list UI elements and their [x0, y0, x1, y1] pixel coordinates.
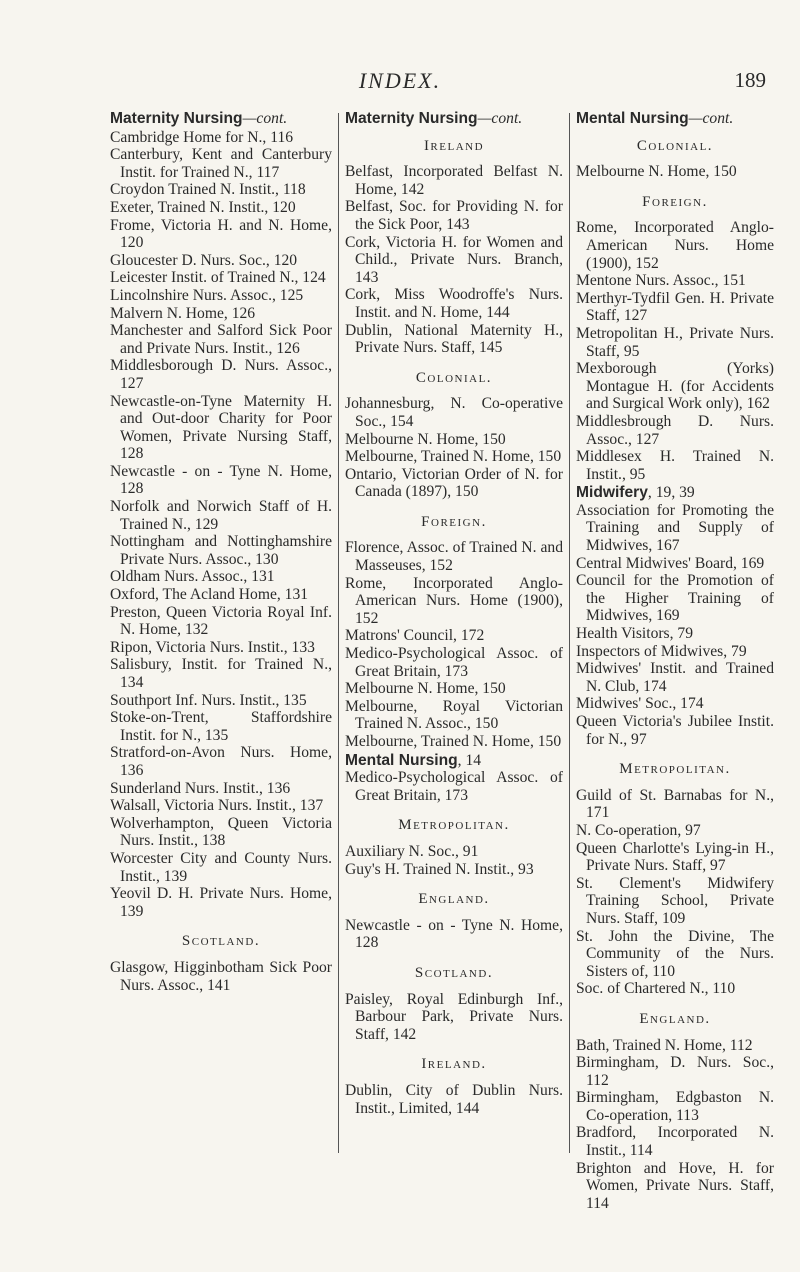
- index-entry: Leicester Instit. of Trained N., 124: [110, 269, 326, 287]
- index-entry: Malvern N. Home, 126: [110, 304, 256, 322]
- index-entry: Bradford, Incorporated N. Instit., 114: [576, 1124, 774, 1160]
- index-entry: Lincolnshire Nurs. Assoc., 125: [110, 286, 304, 304]
- subsection-heading: Scotland.: [181, 933, 261, 950]
- index-entry: Salisbury, Instit. for Trained N., 134: [110, 656, 332, 691]
- index-entry: Walsall, Victoria Nurs. Instit., 137: [110, 797, 324, 815]
- index-entry: Johannesburg, N. Co-operative Soc., 154: [345, 395, 563, 430]
- index-entry: Guild of St. Barnabas for N., 171: [576, 786, 774, 822]
- index-entry: Florence, Assoc. of Trained N. and Masseuses, 152: [345, 539, 563, 575]
- index-entry: Wolverhampton, Queen Victoria Nurs. Instit., 138: [110, 814, 332, 850]
- index-entry: Worcester City and County Nurs. Instit., 139: [110, 849, 332, 885]
- index-entry: Frome, Victoria H. and N. Home, 120: [110, 216, 332, 252]
- index-entry: Middlesborough D. Nurs. Assoc., 127: [110, 357, 332, 392]
- section-heading: Midwifery, 19, 39: [576, 484, 695, 502]
- section-heading: Mental Nursing, 14: [345, 751, 482, 769]
- subsection-heading: Metropolitan.: [398, 817, 510, 834]
- subsection-heading: Ireland.: [421, 1056, 487, 1073]
- index-entry: Dublin, National Maternity H., Private Nurs. Staff, 145: [345, 321, 563, 357]
- subsection-heading: Scotland.: [414, 964, 494, 981]
- subsection-heading: England.: [418, 891, 490, 908]
- index-entry: Melbourne N. Home, 150: [345, 430, 506, 448]
- index-entry: Yeovil D. H. Private Nurs. Home, 139: [110, 885, 332, 920]
- section-heading: Maternity Nursing—cont.: [345, 110, 523, 127]
- subsection-heading: Foreign.: [421, 513, 487, 530]
- subsection-heading: Metropolitan.: [619, 761, 731, 778]
- index-entry: Exeter, Trained N. Instit., 120: [110, 198, 296, 216]
- index-entry: Ontario, Victorian Order of N. for Canada (1897), 150: [345, 465, 563, 501]
- subsection-heading: England.: [639, 1010, 711, 1027]
- index-entry: Melbourne, Trained N. Home, 150: [345, 448, 562, 466]
- index-entry: Ripon, Victoria Nurs. Instit., 133: [110, 638, 315, 656]
- index-entry: Nottingham and Nottinghamshire Private Nurs. Assoc., 130: [110, 533, 332, 568]
- subsection-heading: Foreign.: [642, 193, 708, 210]
- index-entry: Newcastle - on - Tyne N. Home, 128: [345, 916, 563, 952]
- index-entry: Cork, Victoria H. for Women and Child., Private Nurs. Branch, 143: [345, 233, 563, 286]
- subsection-heading: Colonial.: [415, 369, 493, 386]
- index-entry: Preston, Queen Victoria Royal Inf. N. Home, 132: [110, 603, 332, 639]
- section-heading: Mental Nursing—cont.: [576, 110, 734, 127]
- index-entry: Melbourne N. Home, 150: [345, 680, 506, 698]
- index-entry: Mexborough (Yorks) Montague H. (for Accidents and Surgical Work only), 162: [576, 360, 774, 413]
- index-entry: N. Co-operation, 97: [576, 821, 701, 839]
- index-entry: Gloucester D. Nurs. Soc., 120: [110, 251, 298, 269]
- index-entry: Rome, Incorporated Anglo-American Nurs. Home (1900), 152: [345, 574, 563, 627]
- index-entry: Inspectors of Midwives, 79: [576, 642, 747, 660]
- index-entry: Association for Promoting the Training and Supply of Midwives, 167: [576, 501, 774, 555]
- index-entry: Glasgow, Higginbotham Sick Poor Nurs. Assoc., 141: [110, 958, 332, 994]
- index-entry: Rome, Incorporated Anglo-American Nurs. Home (1900), 152: [576, 219, 774, 272]
- index-entry: Dublin, City of Dublin Nurs. Instit., Limited, 144: [345, 1081, 563, 1117]
- index-entry: Croydon Trained N. Instit., 118: [110, 181, 306, 199]
- index-entry: Newcastle-on-Tyne Maternity H. and Out-door Charity for Poor Women, Private Nursing Staff, 128: [110, 392, 332, 463]
- index-entry: Mentone Nurs. Assoc., 151: [576, 272, 746, 290]
- index-entry: Stoke-on-Trent, Staffordshire Instit. for N., 135: [110, 709, 332, 744]
- index-entry: Metropolitan H., Private Nurs. Staff, 95: [576, 324, 774, 360]
- index-entry: Soc. of Chartered N., 110: [576, 980, 736, 998]
- index-entry: Health Visitors, 79: [576, 625, 694, 643]
- running-head: [0, 68, 800, 94]
- index-entry: Queen Charlotte's Lying-in H., Private Nurs. Staff, 97: [576, 839, 774, 875]
- index-entry: Melbourne, Royal Victorian Trained N. Assoc., 150: [345, 697, 563, 733]
- index-entry: Bath, Trained N. Home, 112: [576, 1036, 753, 1054]
- index-entry: Birmingham, Edgbaston N. Co-operation, 113: [576, 1089, 774, 1124]
- index-entry: Belfast, Soc. for Providing N. for the Sick Poor, 143: [345, 198, 563, 233]
- page-number: 189: [734, 68, 766, 92]
- index-entry: Melbourne, Trained N. Home, 150: [345, 733, 562, 750]
- index-entry: Sunderland Nurs. Instit., 136: [110, 779, 291, 797]
- index-entry: Council for the Promotion of the Higher Training of Midwives, 169: [576, 572, 774, 625]
- index-entry: Belfast, Incorporated Belfast N. Home, 142: [345, 163, 563, 198]
- column-rule: [338, 113, 339, 1153]
- index-entry: Matrons' Council, 172: [345, 627, 485, 645]
- index-entry: Merthyr-Tydfil Gen. H. Private Staff, 127: [576, 289, 774, 325]
- index-entry: Cambridge Home for N., 116: [110, 128, 294, 146]
- index-entry: Brighton and Hove, H. for Women, Private Nurs. Staff, 114: [576, 1159, 774, 1212]
- index-entry: Newcastle - on - Tyne N. Home, 128: [110, 462, 332, 498]
- index-entry: St. John the Divine, The Community of the Nurs. Sisters of, 110: [576, 927, 774, 980]
- index-entry: Manchester and Salford Sick Poor and Private Nurs. Instit., 126: [110, 322, 332, 357]
- index-entry: Paisley, Royal Edinburgh Inf., Barbour Park, Private Nurs. Staff, 142: [345, 990, 563, 1043]
- index-column-1: [110, 110, 332, 994]
- index-entry: Medico-Psychological Assoc. of Great Britain, 173: [345, 769, 563, 804]
- index-column-3: [576, 110, 774, 1212]
- index-entry: Guy's H. Trained N. Instit., 93: [345, 860, 534, 878]
- subsection-heading: Colonial.: [636, 137, 714, 154]
- index-entry: Cork, Miss Woodroffe's Nurs. Instit. and N. Home, 144: [345, 286, 563, 321]
- index-entry: St. Clement's Midwifery Training School, Private Nurs. Staff, 109: [576, 874, 774, 927]
- index-entry: Canterbury, Kent and Canterbury Instit. for Trained N., 117: [110, 146, 332, 181]
- index-entry: Medico-Psychological Assoc. of Great Britain, 173: [345, 645, 563, 680]
- index-entry: Auxiliary N. Soc., 91: [345, 842, 479, 860]
- index-entry: Central Midwives' Board, 169: [576, 554, 765, 572]
- section-heading: Maternity Nursing—cont.: [110, 110, 288, 127]
- index-entry: Oxford, The Acland Home, 131: [110, 586, 309, 604]
- column-rule: [569, 113, 570, 1153]
- index-column-2: [345, 110, 563, 1117]
- subsection-heading: Ireland: [423, 137, 485, 154]
- running-head-title: INDEX.: [358, 68, 442, 93]
- index-entry: Midwives' Soc., 174: [576, 695, 704, 713]
- index-entry: Norfolk and Norwich Staff of H. Trained N., 129: [110, 498, 332, 533]
- index-entry: Queen Victoria's Jubilee Instit. for N., 97: [576, 713, 774, 748]
- index-entry: Midwives' Instit. and Trained N. Club, 174: [576, 660, 774, 695]
- index-entry: Birmingham, D. Nurs. Soc., 112: [576, 1054, 774, 1089]
- index-entry: Stratford-on-Avon Nurs. Home, 136: [110, 744, 332, 779]
- index-entry: Southport Inf. Nurs. Instit., 135: [110, 691, 307, 709]
- index-entry: Oldham Nurs. Assoc., 131: [110, 568, 275, 586]
- index-entry: Melbourne N. Home, 150: [576, 163, 737, 181]
- index-entry: Middlesex H. Trained N. Instit., 95: [576, 448, 774, 483]
- index-entry: Middlesbrough D. Nurs. Assoc., 127: [576, 412, 774, 448]
